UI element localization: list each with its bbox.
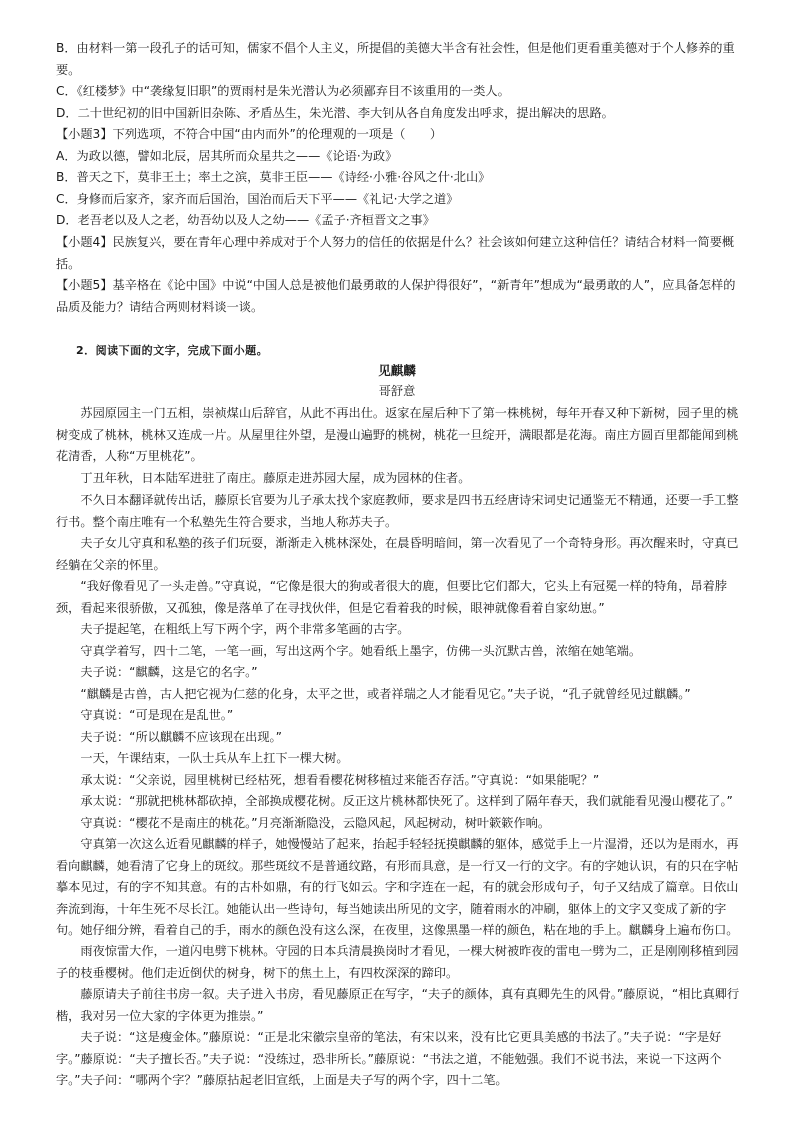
question-3-option-b: B．普天之下，莫非王土；率土之滨，莫非王臣——《诗经·小雅·谷风之什·北山》 [56,170,491,184]
paragraph: 承太说：“那就把桃林都砍掉，全部换成樱花树。反正这片桃林都快死了。这样到了隔年春天，我们就能看见漫山樱花了。” [80,794,733,808]
paragraph: 守真说：“樱花不是南庄的桃花。”月亮渐渐隐没，云隐风起，风起树动，树叶簌簌作响。 [80,816,551,830]
paragraph: 夫子说：“这是瘦金体。”藤原说：“正是北宋徽宗皇帝的笔法，有宋以来，没有比它更具美感的书法了。”夫子说：“字是好字。”藤原说：“夫子擅长否。”夫子说：“没练过，恐非所长。”藤原说：“书法之道，不能勉强。我们不说书法，来说一下这两个字。”夫子问：“哪两个字？”藤原拈起老旧宣纸，上面是夫子写的两个字，四十二笔。 [56,1030,722,1087]
paragraph: 夫子说：“所以麒麟不应该现在出现。” [80,730,282,744]
article-title: 见麒麟 [378,363,416,378]
paragraph: 夫子提起笔，在粗纸上写下两个字，两个非常多笔画的古字。 [80,622,410,636]
question-4: 【小题4】民族复兴，要在青年心理中养成对于个人努力的信任的依据是什么？社会该如何建立这种信任？请结合材料一简要概括。 [56,235,735,271]
paragraph: 守真第一次这么近看见麒麟的样子，她慢慢站了起来，抬起手轻轻抚摸麒麟的躯体，感觉手上一片湿滑，还以为是雨水，再看向麒麟，她看清了它身上的斑纹。那些斑纹不是普通纹路，有形而具意，是一行又一行的文字。有的字她认识，有的只在字帖摹本见过，有的字不知其意。有的古朴如鼎，有的行飞如云。字和字连在一起，有的就会形成句子，句子又结成了篇章。日依山奔流到海，十年生死不尽长江。她能认出一些诗句，每当她读出所见的文字，随着雨水的冲刷，躯体上的文字又变成了新的字句。她仔细分辨，看着自己的手，雨水的颜色没有这么深，在夜里，这像黑墨一样的颜色，粘在地的手上。麒麟身上遍布伤口。 [56,837,739,937]
paragraph: 一天，午课结束，一队士兵从车上扛下一棵大树。 [80,751,349,765]
paragraph: 承太说：“父亲说，园里桃树已经枯死，想看看樱花树移植过来能否存活。”守真说：“如果能呢？” [80,773,600,787]
option-d: D．二十世纪初的旧中国新旧杂陈、矛盾丛生，朱光潜、李大钊从各自角度发出呼求，提出解决的思路。 [56,106,614,120]
option-c: C．《红楼梦》中“袭缘复旧职”的贾雨村是朱光潜认为必须鄙弃目不该重用的一类人。 [56,84,510,98]
paragraph: 雨夜惊雷大作，一道闪电劈下桃林。守园的日本兵清晨换岗时才看见，一棵大树被昨夜的雷电一劈为二，正是刚刚移植到园子的枝垂樱树。他们走近倒伏的树身，树下的焦土上，有四枚深深的蹄印。 [56,944,739,980]
paragraph: 不久日本翻译就传出话，藤原长官要为儿子承太找个家庭教师，要求是四书五经唐诗宋词史记通鉴无不精通，还要一手工整行书。整个南庄唯有一个私塾先生符合要求，当地人称苏夫子。 [56,493,739,529]
paragraph: 夫子说：“麒麟，这是它的名字。” [80,665,258,679]
paragraph: 夫子女儿守真和私塾的孩子们玩耍，渐渐走入桃林深处，在晨昏明暗间，第一次看见了一个奇特身形。再次醒来时，守真已经躺在父亲的怀里。 [56,536,739,572]
question-5: 【小题5】基辛格在《论中国》中说“中国人总是被他们最勇敢的人保护得很好”，“新青年”想成为“最勇敢的人”，应具备怎样的品质及能力？请结合两则材料谈一谈。 [56,278,736,314]
paragraph: “麒麟是古兽，古人把它视为仁慈的化身，太平之世，或者祥瑞之人才能看见它。”夫子说，“孔子就曾经见过麒麟。” [80,687,691,701]
question-3-option-a: A．为政以德，譬如北辰，居其所而众星共之——《论语·为政》 [56,149,398,163]
paragraph: 丁丑年秋，日本陆军进驻了南庄。藤原走进苏园大屋，成为园林的住者。 [80,471,471,485]
question-3-option-c: C．身修而后家齐，家齐而后国治，国治而后天下平——《礼记·大学之道》 [56,192,459,206]
paragraph: “我好像看见了一头走兽。”守真说，“它像是很大的狗或者很大的鹿，但要比它们都大，它头上有冠冕一样的特角，昂着脖颈，看起来很骄傲，又孤独，像是落单了在寻找伙伴，但是它看着我的时候，眼神就像看着自家幼崽。” [56,579,727,615]
paragraph: 守真说：“可是现在是乱世。” [80,708,234,722]
paragraph: 守真学着写，四十二笔，一笔一画，写出这两个字。她看纸上墨字，仿佛一头沉默古兽，浓缩在她笔端。 [80,644,642,658]
paragraph: 藤原请夫子前往书房一叙。夫子进入书房，看见藤原正在写字，“夫子的颜体，真有真卿先生的风骨。”藤原说，“相比真卿行楷，我对另一位大家的字体更为推崇。” [56,987,740,1023]
question-3-option-d: D．老吾老以及人之老，幼吾幼以及人之幼——《孟子·齐桓晋文之事》 [56,213,435,227]
section-heading: 2．阅读下面的文字，完成下面小题。 [76,344,269,357]
paragraph: 苏园原园主一门五相，崇祯煤山后辞官，从此不再出仕。返家在屋后种下了第一株桃树，每年开春又种下新树，园子里的桃树变成了桃林，桃林又连成一片。从屋里往外望，是漫山遍野的桃树，桃花一旦绽开，满眼都是花海。南庄方圆百里都能闻到桃花清香，人称“万里桃花”。 [56,406,739,463]
article-author: 哥舒意 [378,384,416,398]
option-b: B．由材料一第一段孔子的话可知，儒家不倡个人主义，所提倡的美德大半含有社会性，但是他们更看重美德对于个人修养的重要。 [56,41,735,77]
question-3: 【小题3】下列选项，不符合中国“由内而外”的伦理观的一项是（ ） [56,127,443,141]
